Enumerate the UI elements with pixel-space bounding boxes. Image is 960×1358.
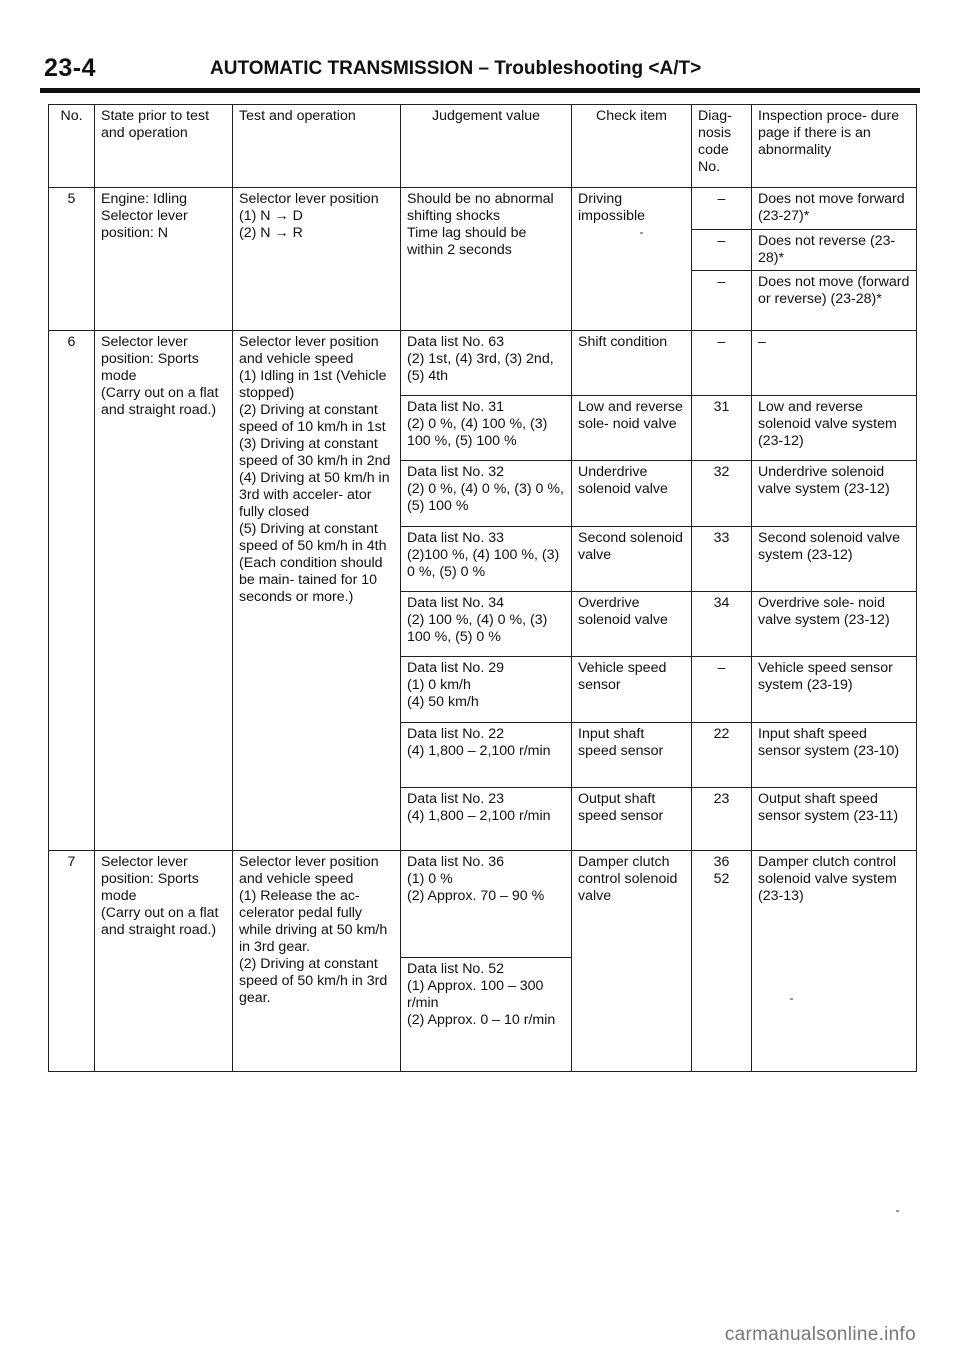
- table-row: [49, 851, 917, 957]
- code-cell: 36 52: [692, 851, 752, 1072]
- code-cell: –: [692, 330, 752, 395]
- code-cell: –: [692, 271, 752, 330]
- state-cell: Engine: Idling Selector lever position: N: [95, 187, 233, 330]
- code-cell: 33: [692, 526, 752, 591]
- scan-speck: [640, 232, 643, 234]
- judgement-cell: Should be no abnormal shifting shocks Time lag should be within 2 seconds: [401, 187, 572, 330]
- page-number: 23-4: [44, 54, 97, 82]
- inspection-cell: Second solenoid valve system (23-12): [752, 526, 917, 591]
- test-cell: Selector lever position and vehicle speed (1) Release the ac- celerator pedal fully while driving at 50 km/h in 3rd gear. (2) Driving at constant speed of 50 km/h in 3rd gear.: [233, 851, 401, 1072]
- check-cell: Shift condition: [572, 330, 692, 395]
- test-cell: Selector lever position and vehicle speed (1) Idling in 1st (Vehicle stopped) (2) Driving at constant speed of 10 km/h in 1st (3) Driving at constant speed of 30 km/h in 2nd (4) Driving at 50 km/h in 3rd with acceler- ator fully closed (5) Driving at constant speed of 50 km/h in 4th (Each condition should be main- tained for 10 seconds or more.): [233, 330, 401, 851]
- code-cell: 34: [692, 592, 752, 657]
- troubleshooting-table: [48, 104, 917, 1072]
- table-row: [49, 330, 917, 395]
- judgement-cell: Data list No. 36 (1) 0 % (2) Approx. 70 – 90 %: [401, 851, 572, 957]
- inspection-cell: Output shaft speed sensor system (23-11): [752, 788, 917, 851]
- header-test: Test and operation: [233, 105, 401, 188]
- inspection-cell: Does not reverse (23-28)*: [752, 229, 917, 271]
- check-cell: Low and reverse sole- noid valve: [572, 395, 692, 460]
- judgement-cell: Data list No. 29 (1) 0 km/h (4) 50 km/h: [401, 657, 572, 722]
- inspection-cell: Does not move (forward or reverse) (23-28)*: [752, 271, 917, 330]
- row-number: 6: [49, 330, 95, 851]
- scan-speck: [790, 998, 793, 1000]
- check-cell: Vehicle speed sensor: [572, 657, 692, 722]
- judgement-cell: Data list No. 63 (2) 1st, (4) 3rd, (3) 2nd, (5) 4th: [401, 330, 572, 395]
- header-check: Check item: [572, 105, 692, 188]
- scan-speck: [896, 1210, 899, 1212]
- code-cell: 22: [692, 722, 752, 787]
- inspection-cell: Input shaft speed sensor system (23-10): [752, 722, 917, 787]
- page-title: AUTOMATIC TRANSMISSION – Troubleshooting <A/T>: [210, 58, 702, 79]
- page-header: [40, 52, 920, 86]
- check-cell: Input shaft speed sensor: [572, 722, 692, 787]
- check-cell: Damper clutch control solenoid valve: [572, 851, 692, 1072]
- judgement-cell: Data list No. 32 (2) 0 %, (4) 0 %, (3) 0 %, (5) 100 %: [401, 461, 572, 526]
- inspection-cell: Vehicle speed sensor system (23-19): [752, 657, 917, 722]
- header-state: State prior to test and operation: [95, 105, 233, 188]
- inspection-cell: –: [752, 330, 917, 395]
- state-cell: Selector lever position: Sports mode (Carry out on a flat and straight road.): [95, 330, 233, 851]
- check-cell: Driving impossible: [572, 187, 692, 330]
- inspection-cell: Does not move forward (23-27)*: [752, 187, 917, 229]
- inspection-cell: Underdrive solenoid valve system (23-12): [752, 461, 917, 526]
- test-cell: Selector lever position (1) N → D (2) N → R: [233, 187, 401, 330]
- header-no: No.: [49, 105, 95, 188]
- table-header-row: [49, 105, 917, 188]
- inspection-cell: Damper clutch control solenoid valve system (23-13): [752, 851, 917, 1072]
- check-cell: Overdrive solenoid valve: [572, 592, 692, 657]
- code-cell: –: [692, 657, 752, 722]
- code-cell: 31: [692, 395, 752, 460]
- judgement-cell: Data list No. 23 (4) 1,800 – 2,100 r/min: [401, 788, 572, 851]
- judgement-cell: Data list No. 22 (4) 1,800 – 2,100 r/min: [401, 722, 572, 787]
- header-inspection: Inspection proce- dure page if there is an abnormality: [752, 105, 917, 188]
- code-cell: 23: [692, 788, 752, 851]
- header-rule: [40, 88, 920, 93]
- inspection-cell: Low and reverse solenoid valve system (23-12): [752, 395, 917, 460]
- row-number: 5: [49, 187, 95, 330]
- header-code: Diag- nosis code No.: [692, 105, 752, 188]
- check-cell: Underdrive solenoid valve: [572, 461, 692, 526]
- code-cell: –: [692, 229, 752, 271]
- watermark-footer: carmanualsonline.info: [724, 1324, 916, 1345]
- inspection-cell: Overdrive sole- noid valve system (23-12): [752, 592, 917, 657]
- header-judgement: Judgement value: [401, 105, 572, 188]
- check-cell: Second solenoid valve: [572, 526, 692, 591]
- code-cell: 32: [692, 461, 752, 526]
- code-cell: –: [692, 187, 752, 229]
- judgement-cell: Data list No. 52 (1) Approx. 100 – 300 r/min (2) Approx. 0 – 10 r/min: [401, 957, 572, 1071]
- judgement-cell: Data list No. 33 (2)100 %, (4) 100 %, (3) 0 %, (5) 0 %: [401, 526, 572, 591]
- state-cell: Selector lever position: Sports mode (Carry out on a flat and straight road.): [95, 851, 233, 1072]
- judgement-cell: Data list No. 34 (2) 100 %, (4) 0 %, (3) 100 %, (5) 0 %: [401, 592, 572, 657]
- judgement-cell: Data list No. 31 (2) 0 %, (4) 100 %, (3) 100 %, (5) 100 %: [401, 395, 572, 460]
- row-number: 7: [49, 851, 95, 1072]
- table-row: [49, 187, 917, 229]
- check-cell: Output shaft speed sensor: [572, 788, 692, 851]
